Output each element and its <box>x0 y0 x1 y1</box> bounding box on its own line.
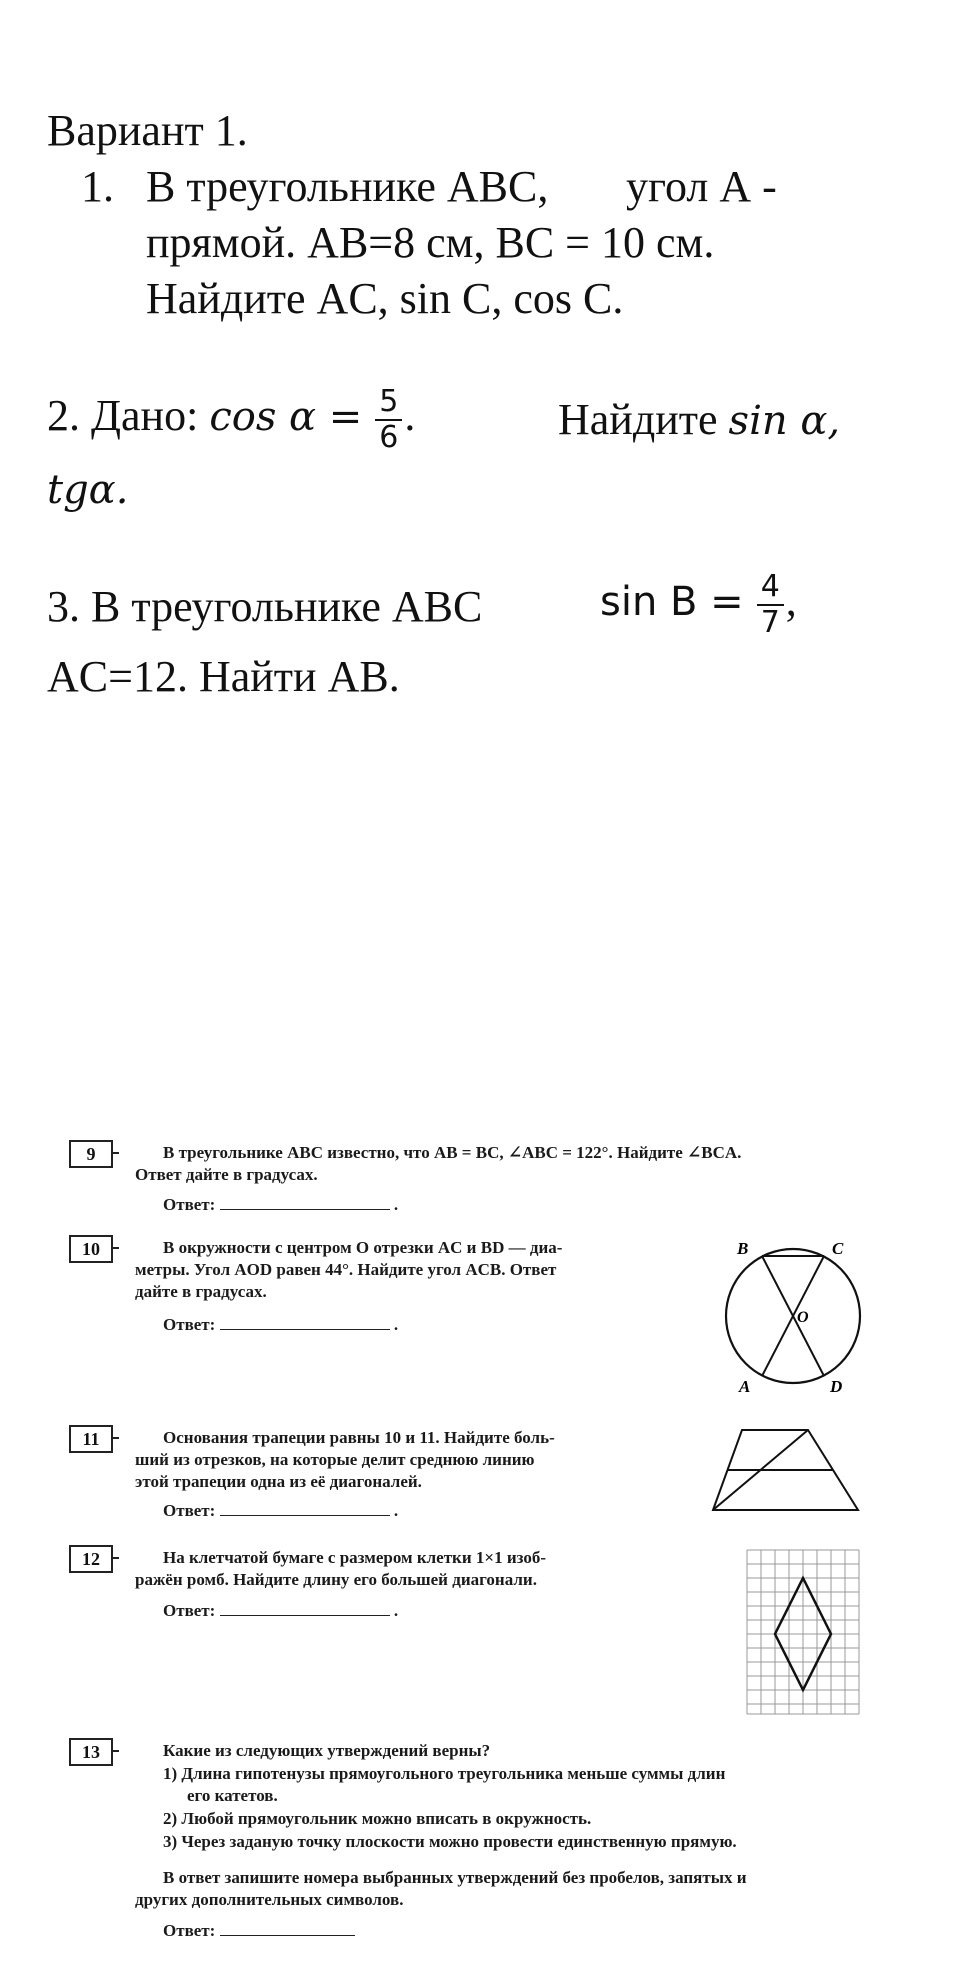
task11-line3: этой трапеции одна из её диагоналей. <box>135 1472 422 1491</box>
task13-option1-cont: его катетов. <box>187 1786 278 1805</box>
problem3-frac-num: 4 <box>757 570 784 606</box>
answer-dot: . <box>393 1501 399 1520</box>
answer-line[interactable] <box>220 1195 390 1210</box>
problem1-number: 1. <box>81 162 114 211</box>
task11-line1: Основания трапеции равны 10 и 11. Найдите боль- <box>163 1428 555 1447</box>
answer-row <box>163 1500 398 1522</box>
problem3-line2: AC=12. Найти AB. <box>47 652 400 701</box>
label-c: C <box>832 1239 844 1258</box>
answer-dot: . <box>393 1315 399 1334</box>
label-o: O <box>797 1309 809 1326</box>
answer-label: Ответ: <box>163 1601 216 1620</box>
answer-line[interactable] <box>220 1501 390 1516</box>
task11-line2: ший из отрезков, на которые делит среднюю линию <box>135 1450 535 1469</box>
answer-label: Ответ: <box>163 1315 216 1334</box>
problem1-line2: прямой. AB=8 см, BC = 10 см. <box>146 218 715 267</box>
answer-line[interactable] <box>220 1921 355 1936</box>
answer-label: Ответ: <box>163 1921 216 1940</box>
problem1-line1a: В треугольнике ABC, <box>146 162 549 211</box>
answer-line[interactable] <box>220 1601 390 1616</box>
task13-option1: 1) Длина гипотенузы прямоугольного треугольника меньше суммы длин <box>163 1764 726 1783</box>
label-d: D <box>830 1377 843 1396</box>
task-number: 13 <box>69 1738 113 1766</box>
circle-diameters-figure <box>715 1236 875 1396</box>
problem2-prefix: 2. Дано: <box>47 391 199 441</box>
answer-dot: . <box>393 1195 399 1214</box>
task12-line2: ражён ромб. Найдите длину его большей диагонали. <box>135 1570 537 1589</box>
problem2-line2: tgα. <box>47 467 129 513</box>
label-a: A <box>739 1377 751 1396</box>
problem3-math-left: sin B = <box>600 579 744 626</box>
problem3-fraction <box>757 570 784 640</box>
problem2-frac-den: 6 <box>379 420 399 455</box>
answer-dot: . <box>393 1601 399 1620</box>
task13-instruction1: В ответ запишите номера выбранных утверждений без пробелов, запятых и <box>163 1868 747 1887</box>
task-number: 10 <box>69 1235 113 1263</box>
problem3-math <box>600 570 797 640</box>
problem2-find-math: sin α, <box>728 398 841 444</box>
problem2-frac-num: 5 <box>375 385 402 421</box>
problem1-line3: Найдите AC, sin C, cos C. <box>146 274 624 323</box>
problem2-find <box>558 393 840 448</box>
problem2-line1 <box>47 385 415 455</box>
problem3-comma: , <box>785 576 797 626</box>
task13-question: Какие из следующих утверждений верны? <box>163 1741 491 1760</box>
problem2-dot: . <box>404 391 416 441</box>
answer-line[interactable] <box>220 1315 390 1330</box>
answer-row <box>163 1194 398 1216</box>
task9-line1: В треугольнике ABC известно, что AB = BC, ∠ABC = 122°. Найдите ∠BCA. <box>163 1143 742 1162</box>
rhombus-grid-figure <box>745 1548 861 1716</box>
variant-title: Вариант 1. <box>47 106 248 155</box>
problem2-find-text: Найдите <box>558 395 718 444</box>
task10-line2: метры. Угол AOD равен 44°. Найдите угол ACB. Ответ <box>135 1260 557 1279</box>
task10-line3: дайте в градусах. <box>135 1282 267 1301</box>
answer-label: Ответ: <box>163 1501 216 1520</box>
task10-line1: В окружности с центром O отрезки AC и BD — диа- <box>163 1238 563 1257</box>
problem1-line1b: угол А - <box>626 162 777 211</box>
answer-row <box>163 1920 355 1942</box>
problem2-math: cos α = <box>209 394 363 441</box>
task12-line1: На клетчатой бумаге с размером клетки 1×1 изоб- <box>163 1548 547 1567</box>
task-number: 11 <box>69 1425 113 1453</box>
answer-row <box>163 1314 398 1336</box>
trapezoid-figure <box>710 1425 860 1515</box>
problem3-prefix: 3. В треугольнике ABC <box>47 582 483 631</box>
label-b: B <box>737 1239 749 1258</box>
problem2-fraction <box>375 385 402 455</box>
task-number: 9 <box>69 1140 113 1168</box>
answer-row <box>163 1600 398 1622</box>
problem3-frac-den: 7 <box>760 605 780 640</box>
task-number: 12 <box>69 1545 113 1573</box>
task9-line2: Ответ дайте в градусах. <box>135 1165 318 1184</box>
task13-option3: 3) Через заданую точку плоскости можно провести единственную прямую. <box>163 1832 737 1851</box>
task13-option2: 2) Любой прямоугольник можно вписать в окружность. <box>163 1809 592 1828</box>
task13-instruction2: других дополнительных символов. <box>135 1890 404 1909</box>
answer-label: Ответ: <box>163 1195 216 1214</box>
